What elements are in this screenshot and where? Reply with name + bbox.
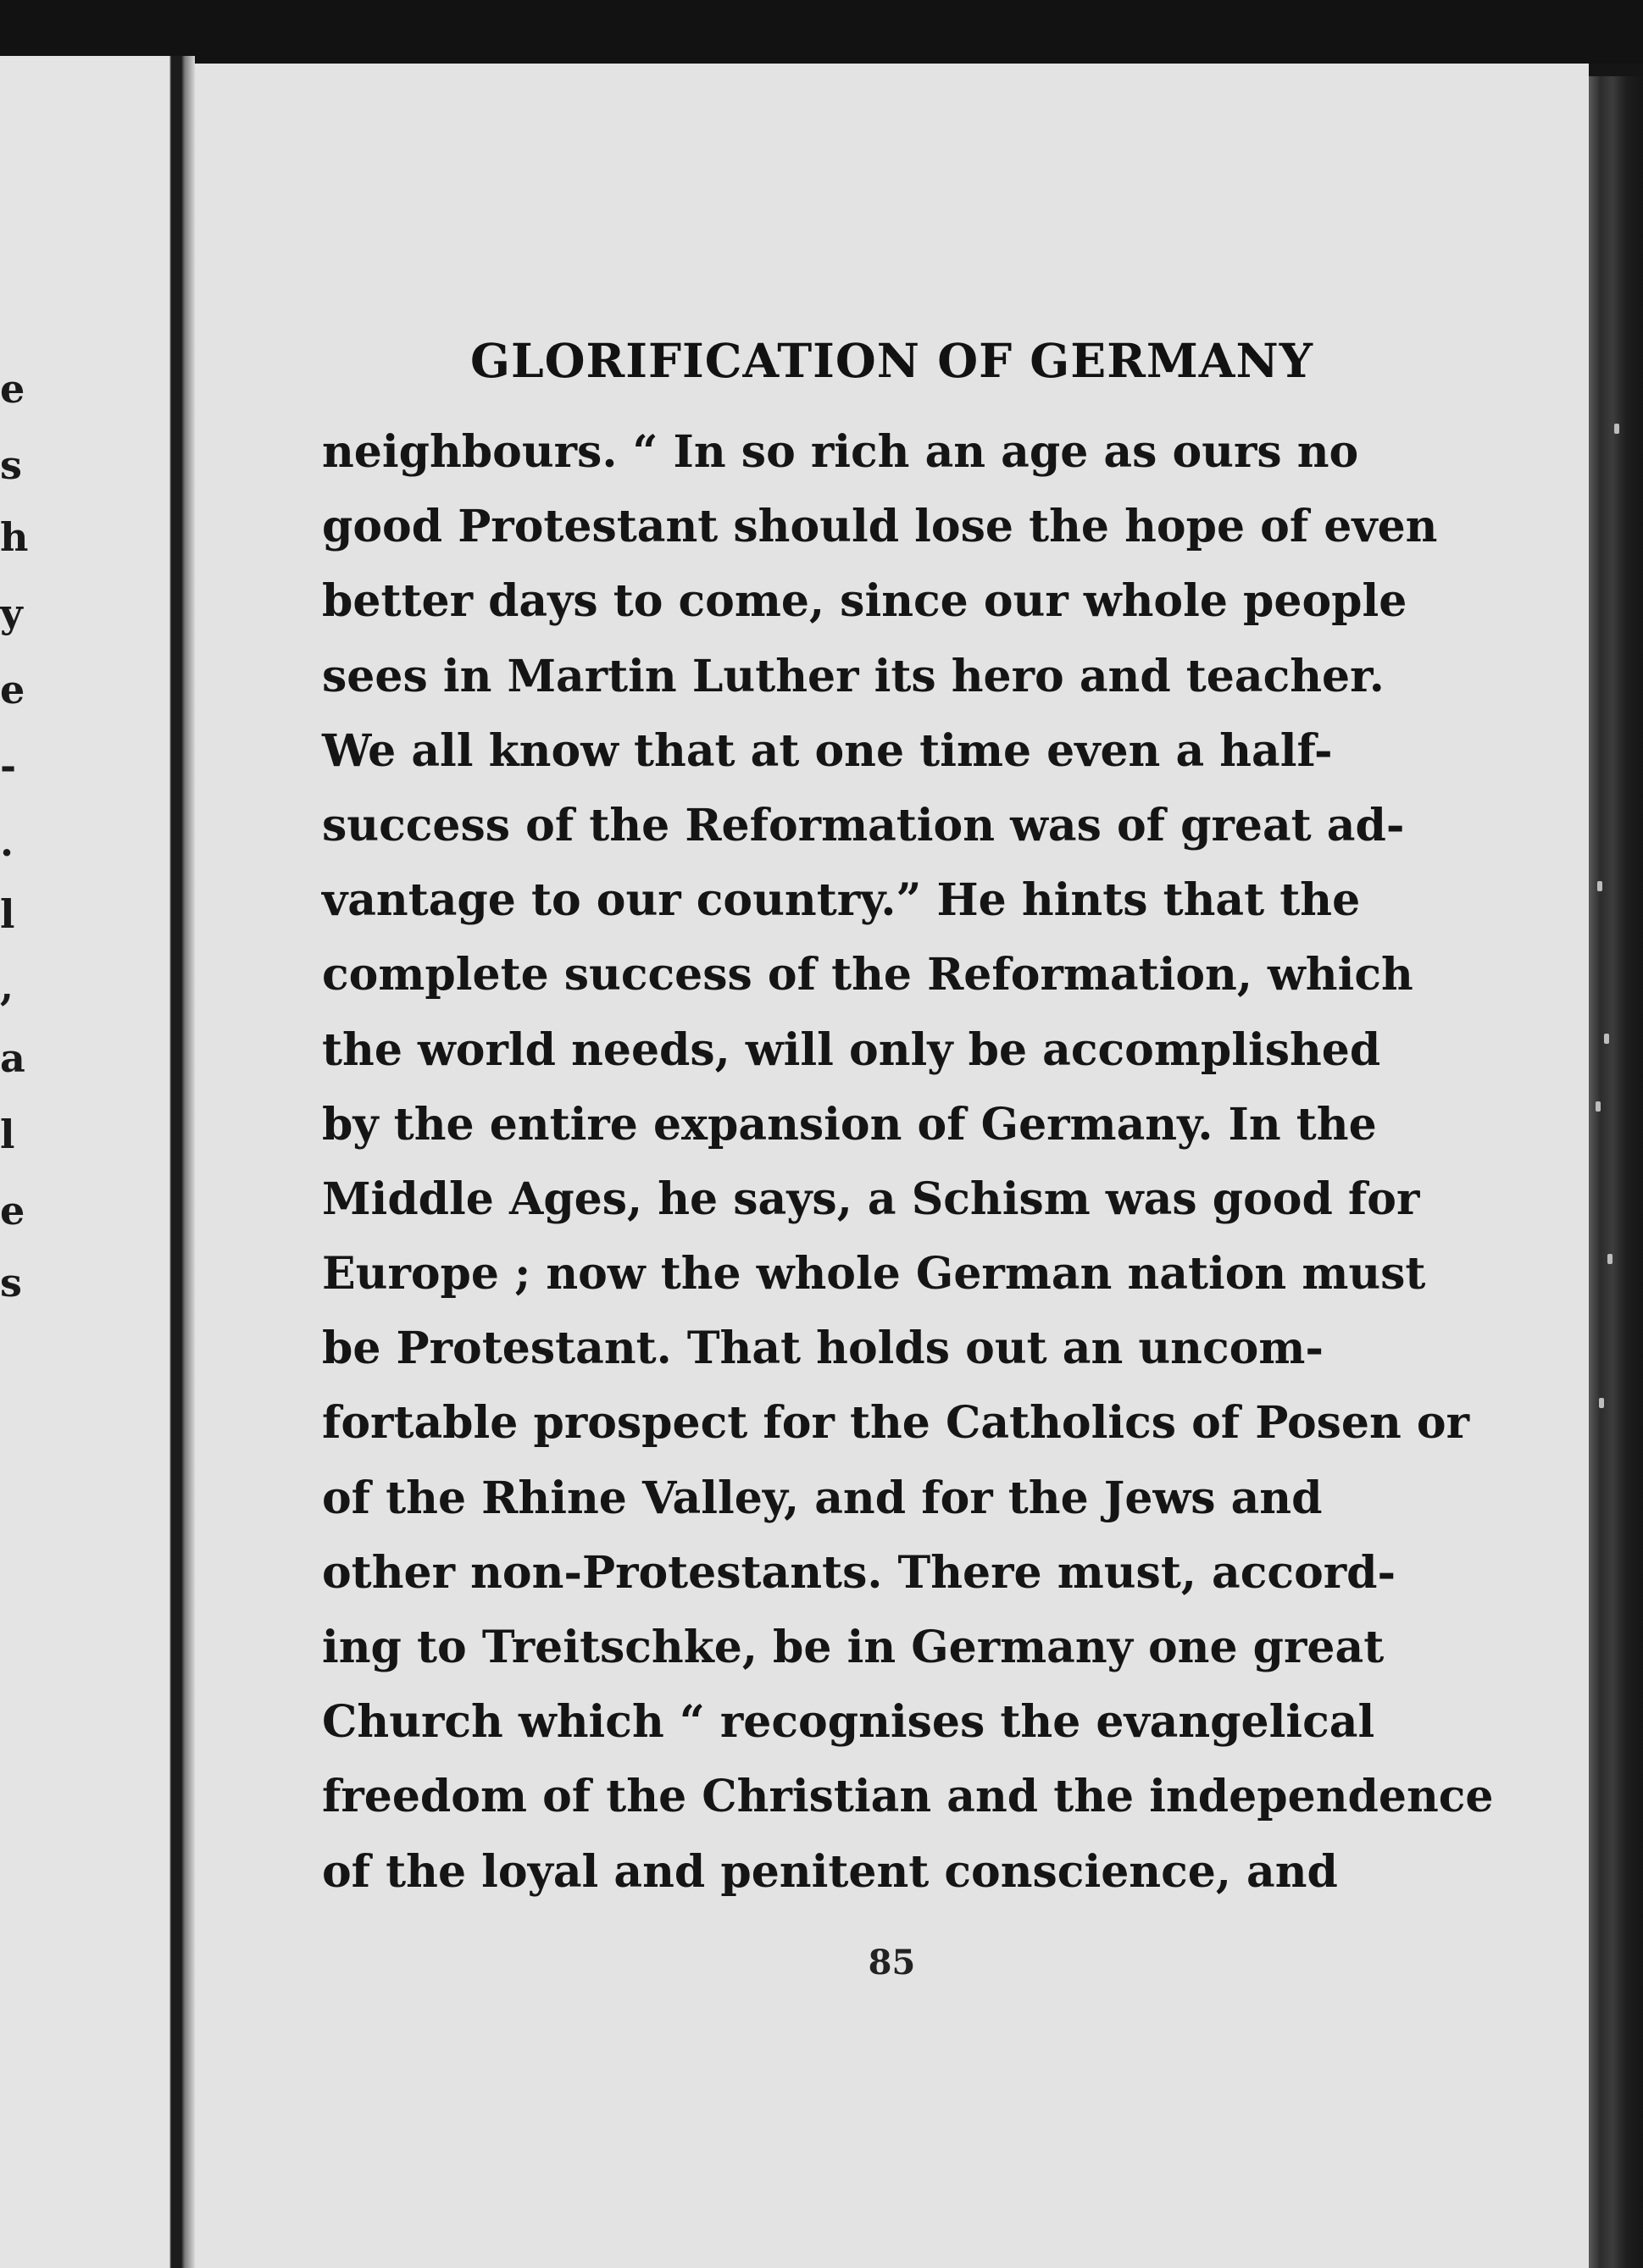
edge-char: , — [0, 963, 14, 1009]
edge-char: e — [0, 366, 25, 412]
edge-char: s — [0, 442, 22, 488]
facing-page-edge — [0, 56, 169, 2268]
text-line: Middle Ages, he says, a Schism was good for — [322, 1173, 1420, 1225]
text-line: freedom of the Christian and the independence — [322, 1771, 1494, 1823]
book-page — [195, 64, 1589, 2268]
page-number: 85 — [868, 1943, 916, 1982]
text-line: We all know that at one time even a half- — [322, 724, 1333, 777]
running-head: GLORIFICATION OF GERMANY — [470, 333, 1313, 388]
text-line: neighbours. “ In so rich an age as ours no — [322, 426, 1359, 478]
edge-char: - — [0, 743, 17, 789]
text-line: be Protestant. That holds out an uncom- — [322, 1323, 1324, 1375]
text-line: the world needs, will only be accomplished — [322, 1023, 1381, 1076]
page-fore-edge — [1589, 76, 1643, 2268]
text-line: better days to come, since our whole people — [322, 575, 1407, 628]
text-line: by the entire expansion of Germany. In the — [322, 1098, 1377, 1151]
edge-char: a — [0, 1035, 25, 1081]
text-line: ing to Treitschke, be in Germany one great — [322, 1622, 1385, 1673]
facing-page-text-fragments — [0, 56, 51, 2268]
text-line: vantage to our country.” He hints that the — [322, 874, 1361, 927]
page-body-text — [322, 415, 1494, 1910]
edge-char: s — [0, 1260, 22, 1306]
edge-char: e — [0, 1188, 25, 1234]
text-line: fortable prospect for the Catholics of Posen or — [322, 1397, 1470, 1450]
text-line: Church which “ recognises the evangelical — [322, 1696, 1375, 1749]
edge-char: l — [0, 891, 15, 937]
edge-char: y — [0, 591, 23, 636]
book-gutter — [169, 56, 195, 2268]
scan-top-band — [0, 0, 1643, 64]
text-line: of the loyal and penitent conscience, and — [322, 1845, 1338, 1898]
edge-char: h — [0, 514, 29, 560]
text-line: good Protestant should lose the hope of even — [322, 501, 1438, 553]
edge-char: e — [0, 667, 25, 713]
text-line: sees in Martin Luther its hero and teacher. — [322, 650, 1385, 702]
edge-char: l — [0, 1112, 15, 1157]
text-line: other non-Protestants. There must, accord- — [322, 1546, 1396, 1599]
edge-char: . — [0, 819, 14, 865]
text-line: Europe ; now the whole German nation must — [322, 1248, 1426, 1300]
text-line: of the Rhine Valley, and for the Jews and — [322, 1472, 1323, 1524]
text-line: complete success of the Reformation, which — [322, 949, 1413, 1001]
text-line: success of the Reformation was of great ad- — [322, 799, 1405, 851]
